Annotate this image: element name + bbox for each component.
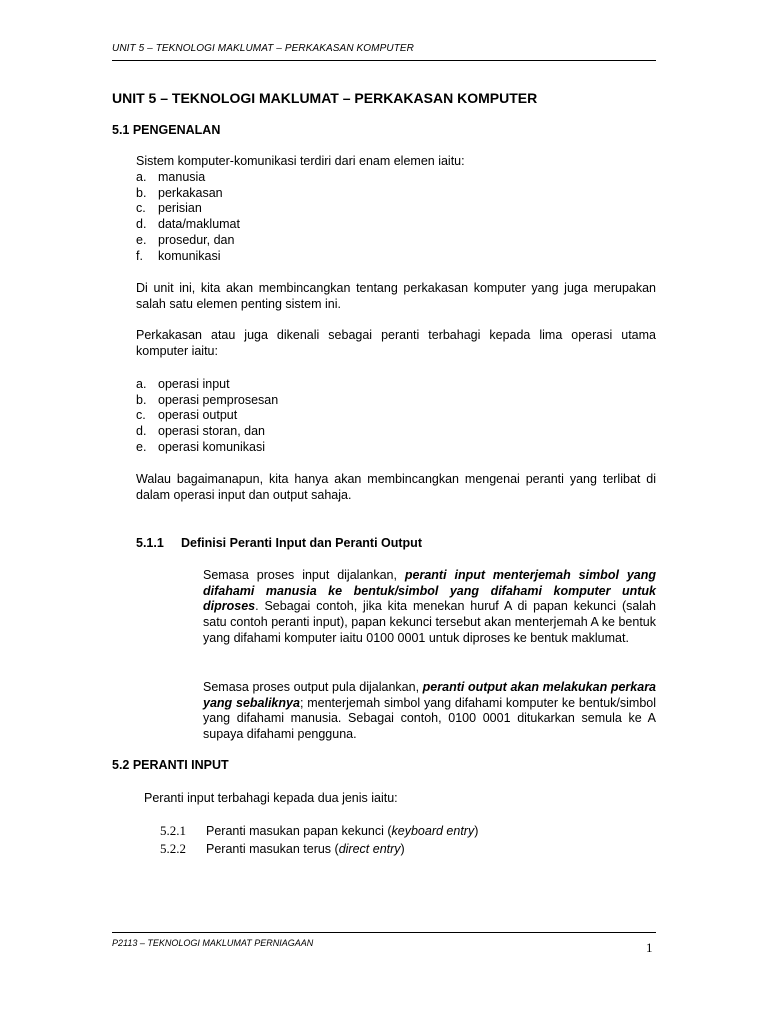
list-item: 5.2.1 Peranti masukan papan kekunci (keyboard entry)	[160, 823, 479, 838]
paragraph-output-definition: Semasa proses output pula dijalankan, peranti output akan melakukan perkara yang sebaliknya; menterjemah simbol yang difahami komputer ke bentuk/simbol yang difahami manusia. Sebagai contoh, 0100 0001 ditukarkan semula ke A supaya difahami pengguna.	[203, 680, 657, 742]
paragraph-operations-intro: Perkakasan atau juga dikenali sebagai peranti terbahagi kepada lima operasi utama komputer iaitu:	[136, 328, 656, 358]
list-item: 5.2.2 Peranti masukan terus (direct entry)	[160, 841, 405, 856]
paragraph-input-types: Peranti input terbahagi kepada dua jenis iaitu:	[144, 791, 398, 805]
elements-list	[136, 170, 240, 264]
intro-paragraph: Sistem komputer-komunikasi terdiri dari enam elemen iaitu:	[136, 154, 465, 168]
list-item: f. komunikasi	[136, 248, 221, 263]
running-header: UNIT 5 – TEKNOLOGI MAKLUMAT – PERKAKASAN KOMPUTER	[112, 43, 414, 54]
paragraph-scope-note: Walau bagaimanapun, kita hanya akan membincangkan mengenai peranti yang terlibat di dalam operasi input dan output sahaja.	[136, 472, 656, 502]
list-item: b. operasi pemprosesan	[136, 392, 279, 407]
list-item: c. operasi output	[136, 408, 238, 423]
header-rule	[112, 60, 656, 61]
paragraph-input-definition: Semasa proses input dijalankan, peranti input menterjemah simbol yang difahami manusia ke bentuk/simbol yang difahami komputer untuk diproses. Sebagai contoh, jika kita menekan huruf A di papan kekunci (salah satu contoh peranti input), papan kekunci tersebut akan menterjemah A ke bentuk yang difahami komputer iaitu 0100 0001 untuk diproses ke bentuk maklumat.	[203, 568, 657, 645]
input-types-list	[160, 822, 478, 858]
page-title: UNIT 5 – TEKNOLOGI MAKLUMAT – PERKAKASAN KOMPUTER	[112, 90, 538, 106]
footer-course: P2113 – TEKNOLOGI MAKLUMAT PERNIAGAAN	[112, 938, 314, 948]
section-heading-5-1: 5.1 PENGENALAN	[112, 123, 221, 137]
list-item: d. data/maklumat	[136, 217, 240, 232]
list-item: a. operasi input	[136, 377, 230, 391]
subsection-heading-5-1-1: 5.1.1 Definisi Peranti Input dan Peranti Output	[136, 536, 422, 550]
footer-rule	[112, 932, 656, 933]
page-number: 1	[646, 940, 653, 955]
list-item: e. prosedur, dan	[136, 232, 235, 247]
emphasis-input-definition: peranti input menterjemah simbol yang difahami manusia ke bentuk/simbol yang difahami komputer untuk diproses	[203, 568, 657, 614]
paragraph-unit-scope: Di unit ini, kita akan membincangkan tentang perkakasan komputer yang juga merupakan salah satu elemen penting sistem ini.	[136, 281, 656, 311]
operations-list	[136, 377, 278, 456]
list-item: a. manusia	[136, 170, 206, 184]
emphasis-output-definition: peranti output akan melakukan perkara yang sebaliknya	[203, 680, 657, 710]
list-item: b. perkakasan	[136, 185, 223, 200]
list-item: c. perisian	[136, 201, 202, 216]
list-item: e. operasi komunikasi	[136, 439, 265, 454]
section-heading-5-2: 5.2 PERANTI INPUT	[112, 758, 229, 772]
list-item: d. operasi storan, dan	[136, 424, 266, 439]
